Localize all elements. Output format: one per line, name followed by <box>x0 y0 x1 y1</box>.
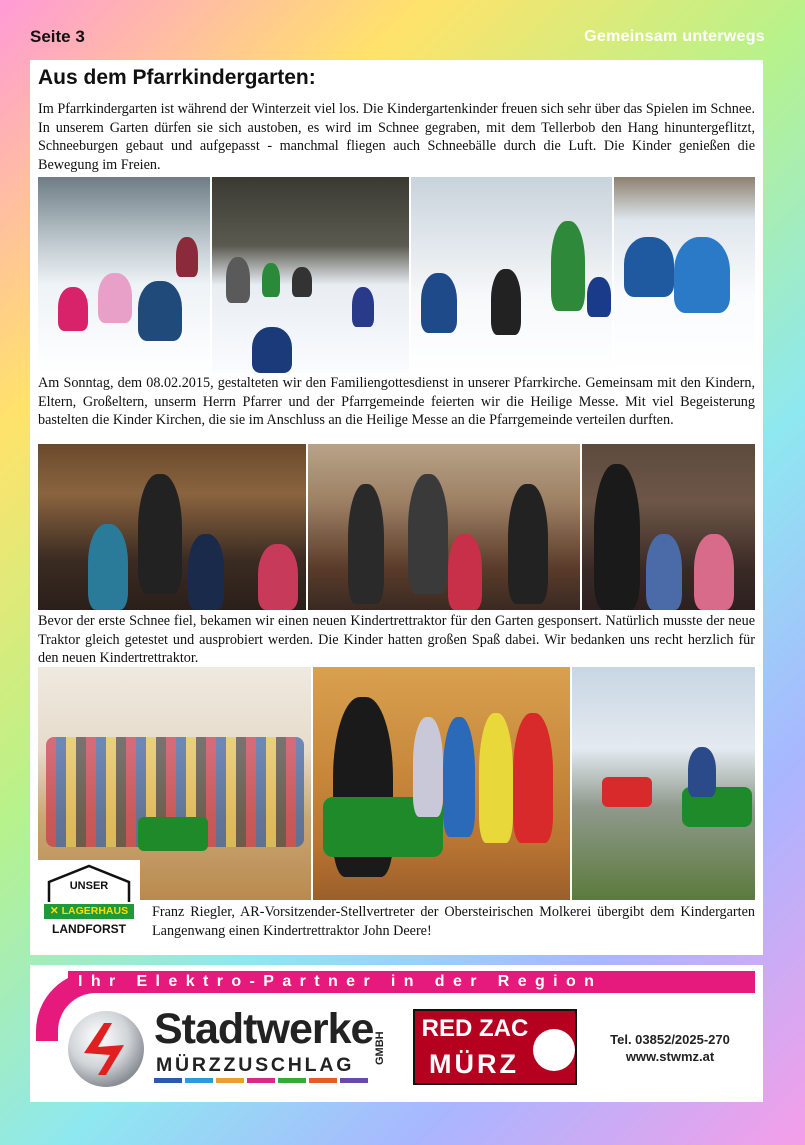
contact-website: www.stwmz.at <box>625 1049 715 1064</box>
company-color-stripes <box>154 1078 368 1083</box>
photo-church-2 <box>308 444 580 610</box>
photo-church-1 <box>38 444 306 610</box>
photo-caption: Franz Riegler, AR-Vorsitzender-Stellvertreter der Obersteirischen Molkerei übergibt dem Kindergarten Langenwang einen Kindertrettraktor John Deere! <box>152 904 755 939</box>
redzac-top-text: RED ZAC <box>421 1015 529 1042</box>
redzac-bottom-text: MÜRZ <box>429 1049 519 1079</box>
company-city: MÜRZZUSCHLAG <box>156 1054 355 1076</box>
photo-snow-play-3 <box>411 177 612 373</box>
photo-tractor-handover <box>313 667 570 900</box>
photo-snow-play-1 <box>38 177 210 373</box>
logo-text-lagerhaus: ✕ LAGERHAUS <box>44 904 134 919</box>
photo-church-3 <box>582 444 755 610</box>
advertisement-panel <box>30 965 763 1102</box>
company-suffix: GMBH <box>374 1031 386 1065</box>
photo-row-snow <box>38 177 755 373</box>
contact-phone: Tel. 03852/2025-270 <box>610 1032 730 1047</box>
photo-snow-play-4 <box>614 177 755 373</box>
redzac-logo <box>413 1009 577 1085</box>
logo-text-landforst: LANDFORST <box>52 922 126 936</box>
contact-info <box>590 1031 750 1065</box>
logo-text-unser: UNSER <box>69 880 109 892</box>
photo-tractor-yard <box>572 667 755 900</box>
photo-row-church <box>38 444 755 610</box>
page-header <box>30 24 765 50</box>
lagerhaus-logo <box>38 860 140 942</box>
magazine-title: Gemeinsam unterwegs <box>584 28 765 45</box>
stadtwerke-logo-icon <box>66 1009 146 1089</box>
page-number: Seite 3 <box>30 27 85 46</box>
paragraph-winter: Im Pfarrkindergarten ist während der Winterzeit viel los. Die Kindergartenkinder freuen sich sehr über das Spielen im Schnee. In unserem Garten dürfen sie sich austoben, es wird im Schnee gegraben, mit dem Tellerbob den Hang hinuntergeflitzt, Schneeburgen gebaut und aufgepasst - manchmal fliegen auch Schneebälle durch die Luft. Die Kinder genießen die Bewegung im Freien. <box>38 101 755 173</box>
ad-tagline: Ihr Elektro-Partner in der Region <box>78 973 603 990</box>
redzac-swirl-icon <box>533 1029 575 1071</box>
photo-row-tractor <box>38 667 755 900</box>
article-panel <box>30 60 763 955</box>
company-name: Stadtwerke <box>154 1005 374 1053</box>
paragraph-tractor: Bevor der erste Schnee fiel, bekamen wir einen neuen Kindertrettraktor für den Garten gesponsert. Natürlich musste der neue Traktor gleich getestet und ausprobiert werden. Die Kinder hatten großen Spaß dabei. Wir bedanken uns recht herzlich für den neuen Kindertrettraktor. <box>38 613 755 666</box>
paragraph-church-service: Am Sonntag, dem 08.02.2015, gestalteten wir den Familiengottesdienst in unserer Pfarrkirche. Gemeinsam mit den Kindern, Eltern, Großeltern, unserm Herrn Pfarrer und der Pfarrgemeinde feierten wir die Heilige Messe. Mit viel Begeisterung bastelten die Kinder Kirchen, die sie im Anschluss an die Heilige Messe an die Pfarrgemeinde verteilen durften. <box>38 375 755 428</box>
photo-snow-play-2 <box>212 177 409 373</box>
article-title: Aus dem Pfarrkindergarten: <box>38 66 316 89</box>
